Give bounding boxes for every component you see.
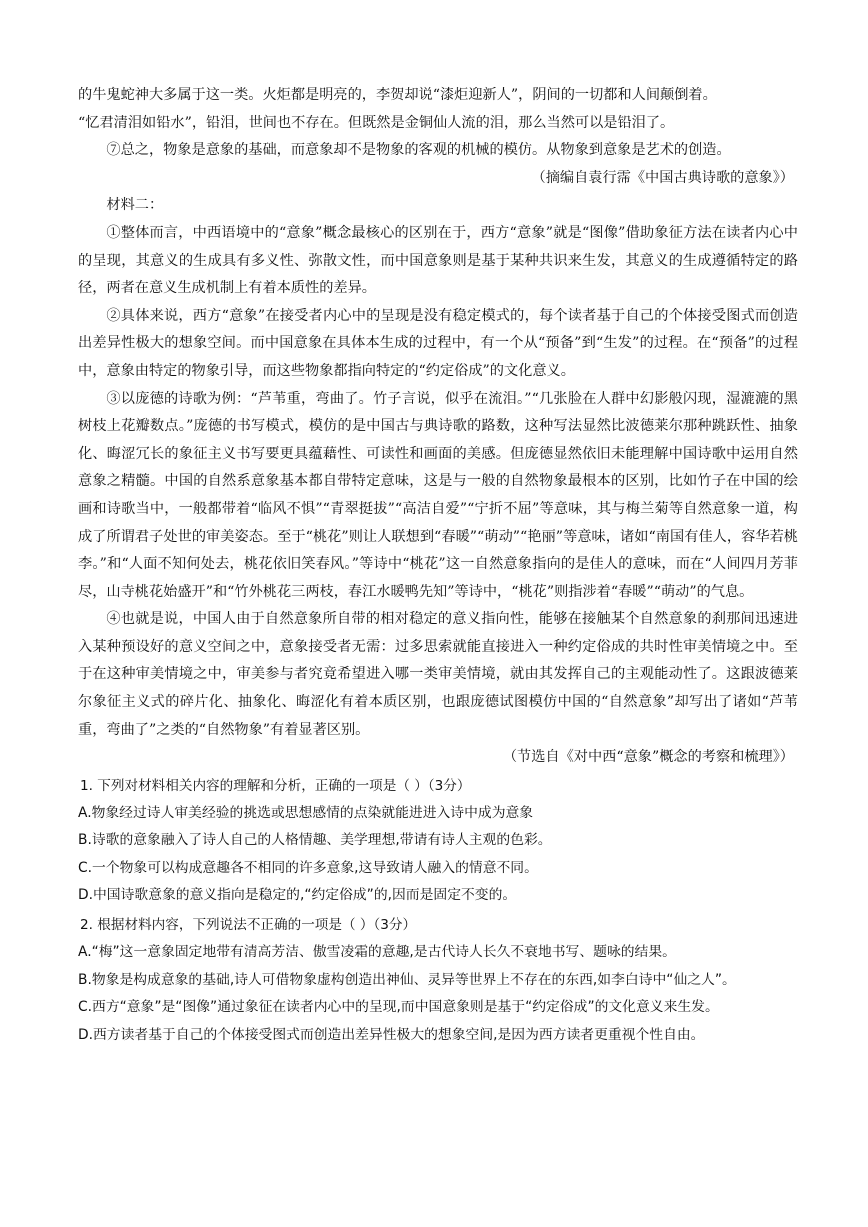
question-1-option-b: B.诗歌的意象融入了诗人自己的人格情趣、美学理想,带请有诗人主观的色彩。: [78, 832, 552, 849]
question-1: [78, 772, 798, 910]
material-two-paragraph-3: ③以庞德的诗歌为例：“芦苇重，弯曲了。竹子言说，似乎在流泪。”“几张脸在人群中幻影般闪现，湿漉漉的黑树枝上花瓣数点。”庞德的书写模式，模仿的是中国古与典诗歌的路数，这种写法显然比波德莱尔那种跳跃性、抽象化、晦涩冗长的象征主义书写要更具蕴藉性、可读性和画面的美感。但庞德显然依旧未能理解中国诗歌中运用自然意象之精髓。中国的自然系意象基本都自带特定意味，这是与一般的自然物象最根本的区别，比如竹子在中国的绘画和诗歌当中，一般都带着“临风不惧”“青翠挺拔”“高洁自爱”“宁折不屈”等意味，其与梅兰菊等自然意象一道，构成了所谓君子处世的审美姿态。至于“桃花”则让人联想到“春暖”“萌动”“艳丽”等意味，诸如“南国有佳人，容华若桃李。”和“人面不知何处去，桃花依旧笑春风。”等诗中“桃花”这一自然意象指向的是佳人的意味，而在“人间四月芳菲尽，山寺桃花始盛开”和“竹外桃花三两枝，春江水暖鸭先知”等诗中，“桃花”则指涉着“春暖”“萌动”的气息。: [78, 390, 798, 600]
question-1-option-d: D.中国诗歌意象的意义指向是稳定的,“约定俗成”的,因而是固定不变的。: [78, 887, 517, 904]
continuation-line-1: 的牛鬼蛇神大多属于这一类。火炬都是明亮的，李贺却说“漆炬迎新人”，阴间的一切都和人间颠倒着。: [78, 87, 717, 103]
question-2-option-a: A.“梅”这一意象固定地带有清高芳洁、傲雪凌霜的意趣,是古代诗人长久不衰地书写、题咏的结果。: [78, 944, 676, 961]
material-two-paragraph-4: ④也就是说，中国人由于自然意象所自带的相对稳定的意义指向性，能够在接触某个自然意象的刹那间迅速进入某种预设好的意义空间之中，意象接受者无需：过多思索就能直接进入一种约定俗成的共时性审美情境之中。至于在这种审美情境之中，审美参与者究竟希望进入哪一类审美情境，就由其发挥自己的主观能动性了。这跟波德莱尔象征主义式的碎片化、抽象化、晦涩化有着本质区别，也跟庞德试图模仿中国的“自然意象”却写出了诸如“芦苇重，弯曲了”之类的“自然物象”有着显著区别。: [78, 611, 798, 738]
material-two-heading: 材料二：: [106, 197, 164, 214]
question-1-option-c: C.一个物象可以构成意趣各不相同的许多意象,这导致请人融入的情意不同。: [78, 859, 538, 876]
question-2-option-d: D.西方读者基于自己的个体接受图式而创造出差异性极大的想象空间,是因为西方读者更重视个性自由。: [78, 1026, 705, 1043]
material-one-section: [78, 82, 798, 192]
question-2-option-b: B.物象是构成意象的基础,诗人可借物象虚构创造出神仙、灵异等世界上不存在的东西,如李白诗中“仙之人”。: [78, 971, 736, 988]
question-2-option-c: C.西方“意象”是“图像”通过象征在读者内心中的呈现,而中国意象则是基于“约定俗成”的文化意义来生发。: [78, 999, 719, 1016]
material-two-paragraph-2: ②具体来说，西方“意象”在接受者内心中的呈现是没有稳定模式的，每个读者基于自己的个体接受图式而创造出差异性极大的想象空间。而中国意象在具体本生成的过程中，有一个从“预备”到“生发”的过程。在“预备”的过程中，意象由特定的物象引导，而这些物象都指向特定的“约定俗成”的文化意义。: [78, 307, 798, 379]
material-one-source: （摘编自袁行霈《中国古典诗歌的意象》）: [531, 169, 794, 186]
question-2-stem: 2. 根据材料内容，下列说法不正确的一项是（ ）（3分）: [80, 917, 417, 934]
continuation-line-2: “忆君清泪如铅水”，铅泪，世间也不存在。但既然是金铜仙人流的泪，那么当然可以是铅泪了。: [78, 114, 675, 131]
document-page: [78, 82, 798, 1049]
material-two-source: （节选自《对中西“意象”概念的考察和梳理》）: [502, 749, 794, 766]
question-2: [78, 911, 798, 1049]
material-two-section: [78, 192, 798, 771]
question-1-option-a: A.物象经过诗人审美经验的挑选或思想感情的点染就能进进入诗中成为意象: [78, 804, 534, 821]
question-1-stem: 1. 下列对材料相关内容的理解和分析，正确的一项是（ ）（3分）: [80, 777, 471, 794]
material-one-paragraph-7: ⑦总之，物象是意象的基础，而意象却不是物象的客观的机械的模仿。从物象到意象是艺术的创造。: [106, 142, 731, 159]
material-two-paragraph-1: ①整体而言，中西语境中的“意象”概念最核心的区别在于，西方“意象”就是“图像”借助象征方法在读者内心中的呈现，其意义的生成具有多义性、弥散文性，而中国意象则是基于某种共识来生发，其意义的生成遵循特定的路径，两者在意义生成机制上有着本质性的差异。: [78, 224, 798, 297]
